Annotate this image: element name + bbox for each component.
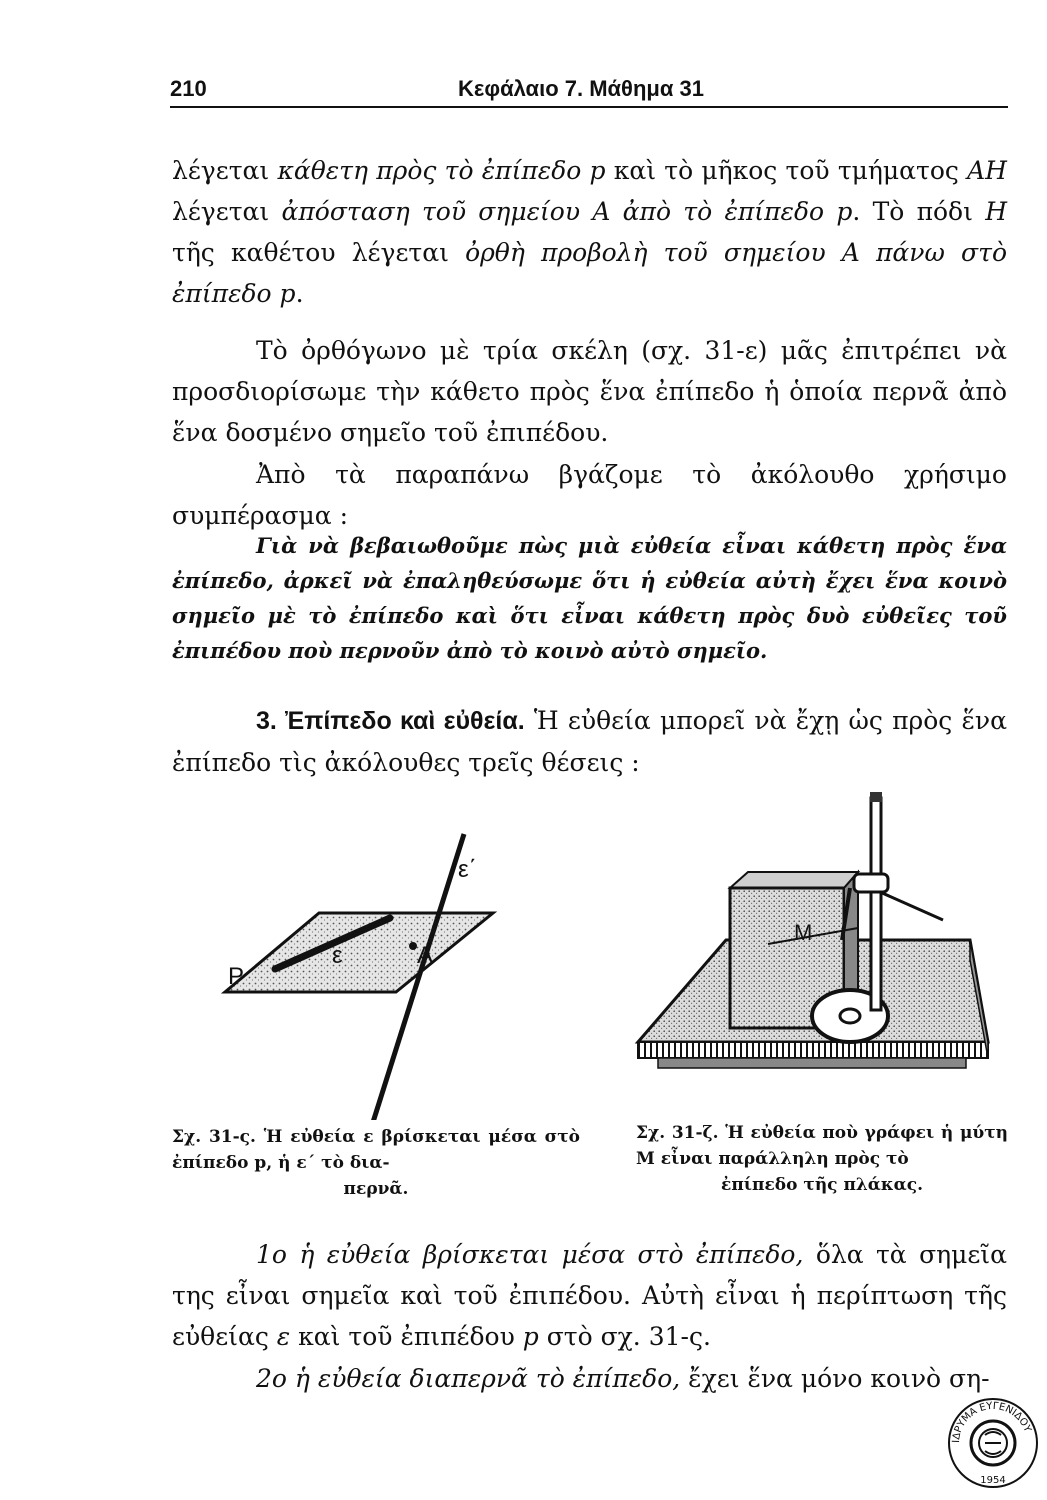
label-a: Α [417,942,434,969]
text-run: τῆς καθέτου λέγεται [172,238,466,267]
seal-ring-text: ΙΔΡΥΜΑ ΕΥΓΕΝΙΔΟΥ [950,1400,1033,1444]
text-run: λέγεται [172,156,278,185]
case-title: ἡ εὐθεία βρίσκεται μέσα στὸ ἐπίπεδο, [286,1240,804,1269]
plane-line-diagram [200,820,540,1120]
term-perpendicular: κάθετη πρὸς τὸ ἐπίπεδο p [277,156,606,185]
stand-rod [871,798,881,1010]
section-text: Ἡ εὐθεία μπορεῖ νὰ ἔχῃ ὡς πρὸς ἕνα ἐπίπεδο τὶς ἀκόλουθες τρεῖς θέσεις : [172,706,1007,777]
rod-cap [870,792,882,802]
section-3 [172,700,1007,783]
case-text: ἔχει ἕνα μόνο κοινὸ ση- [680,1364,990,1393]
seal-logo [945,1395,1041,1491]
caption-text: περνᾶ. [343,1179,409,1199]
page-header [170,72,1008,108]
text-run: . Τὸ πόδι [852,197,986,226]
text-run: λέγεται [172,197,282,226]
label-e: ε [332,942,343,969]
caption-fig-31-st [172,1124,580,1202]
case-title: ἡ εὐθεία διαπερνᾶ τὸ ἐπίπεδο, [286,1364,681,1393]
paragraph-definitions [172,150,1007,314]
stand-base-hole [840,1009,860,1023]
caption-text: Σχ. 31-ς. Ἡ εὐθεία ε βρίσκεται μέσα στὸ ἐπίπεδο p, ἡ ε΄ τὸ δια- [172,1127,580,1173]
section-heading: 3. Ἐπίπεδο καὶ εὐθεία. [256,707,525,735]
var-e: ε [276,1322,291,1351]
case-text: ὅλα τὰ σημεῖα της εἶναι σημεῖα καὶ τοῦ ἐπιπέδου. Αὐτὴ εἶναι ἡ περίπτωση τῆς εὐθείας [172,1240,1007,1351]
foundation-seal [945,1395,1041,1491]
point-a [409,942,417,950]
case-text: καὶ τοῦ ἐπιπέδου [290,1322,523,1351]
case-text: στὸ σχ. 31-ς. [538,1322,711,1351]
var-p: p [522,1322,539,1351]
case-1 [172,1234,1007,1357]
caption-text: Σχ. 31-ζ. Ἡ εὐθεία ποὺ γράφει ἡ μύτη Μ εἶναι παράλληλη πρὸς τὸ [636,1123,1008,1169]
label-p: P [228,963,245,990]
case-number: 1ο [256,1240,287,1269]
paragraph-conclusion-intro: Ἀπὸ τὰ παραπάνω βγάζομε τὸ ἀκόλουθο χρήσιμο συμπέρασμα : [172,460,1007,530]
term-distance: ἀπόσταση τοῦ σημείου Α ἀπὸ τὸ ἐπίπεδο p [281,197,853,226]
plane-p [225,913,493,992]
plate-edge [638,1042,988,1058]
plate-base [658,1058,966,1068]
seal-year: 1954 [980,1475,1006,1486]
conclusion-statement: Γιὰ νὰ βεβαιωθοῦμε πὼς μιὰ εὐθεία εἶναι κάθετη πρὸς ἕνα ἐπίπεδο, ἀρκεῖ νὰ ἐπαληθεύσωμε ὅτι ἡ εὐθεία αὐτὴ ἔχει ἕνα κοινὸ σημεῖο μὲ τὸ ἐπίπεδο καὶ ὅτι εἶναι κάθετη πρὸς δυὸ εὐθεῖες τοῦ ἐπιπέδου ποὺ περνοῦν ἀπὸ τὸ κοινὸ αὐτὸ σημεῖο. [172,533,1007,663]
clamp-arm [880,892,943,920]
caption-fig-31-z [636,1120,1008,1198]
running-head: Κεφάλαιο 7. Μάθημα 31 [458,76,704,101]
term-projection: ὀρθὴ προβολὴ τοῦ σημείου Α πάνω στὸ ἐπίπεδο p [172,238,1007,308]
label-e-prime: ε΄ [458,856,477,883]
figure-31-z [618,780,1008,1110]
clamp [854,874,888,892]
segment-ah: ΑΗ [967,156,1007,185]
text-run: καὶ τὸ μῆκος τοῦ τμήματος [605,156,968,185]
label-m: M [794,920,813,945]
figure-31-st [200,820,540,1120]
block-top [730,872,858,888]
page-number: 210 [170,76,207,101]
case-2 [172,1358,1007,1399]
text-run: . [295,279,304,308]
stand-block-diagram [618,780,1008,1110]
point-h: Η [985,197,1007,226]
caption-text: ἐπίπεδο τῆς πλάκας. [721,1175,923,1195]
paragraph-right-angle: Τὸ ὀρθόγωνο μὲ τρία σκέλη (σχ. 31-ε) μᾶς ἐπιτρέπει νὰ προσδιορίσωμε τὴν κάθετο πρὸς ἕνα ἐπίπεδο ἡ ὁποία περνᾶ ἀπὸ ἕνα δοσμένο σημεῖο τοῦ ἐπιπέδου. [172,336,1007,447]
case-number: 2ο [256,1364,287,1393]
